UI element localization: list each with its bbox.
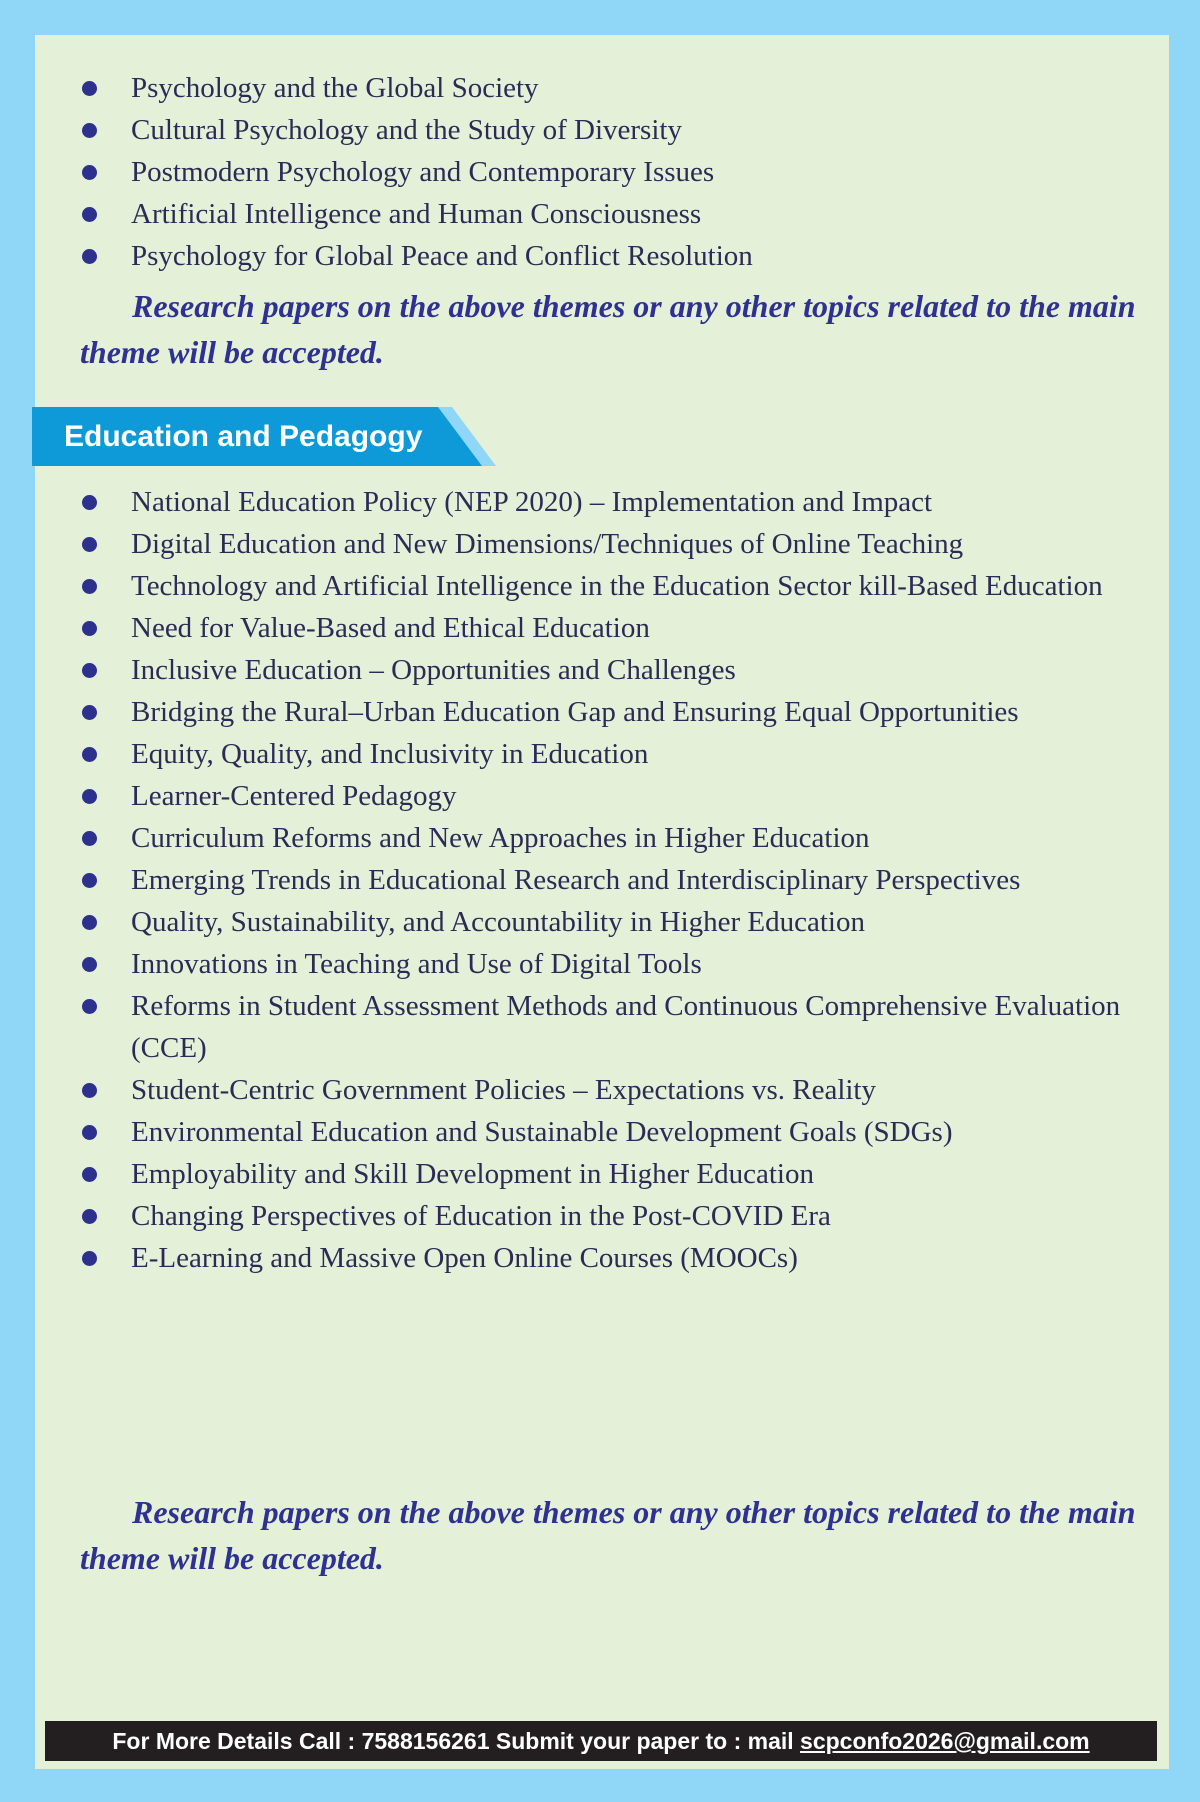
list-item: Quality, Sustainability, and Accountability in Higher Education (35, 901, 1169, 943)
list-item: Psychology for Global Peace and Conflict Resolution (35, 235, 1169, 277)
education-topics-list (35, 481, 1169, 1279)
contact-footer (45, 1721, 1157, 1761)
bullet-dot-icon (82, 249, 97, 264)
bullet-dot-icon (82, 165, 97, 180)
bullet-dot-icon (82, 1083, 97, 1098)
bullet-dot-icon (82, 705, 97, 720)
list-item: Curriculum Reforms and New Approaches in Higher Education (35, 817, 1169, 859)
bullet-dot-icon (82, 957, 97, 972)
content-panel (35, 35, 1169, 1769)
bullet-dot-icon (82, 999, 97, 1014)
list-item: National Education Policy (NEP 2020) – Implementation and Impact (35, 481, 1169, 523)
acceptance-note: Research papers on the above themes or any other topics related to the main theme will be accepted. (80, 288, 1136, 370)
bullet-dot-icon (82, 81, 97, 96)
list-item: Inclusive Education – Opportunities and Challenges (35, 649, 1169, 691)
bullet-dot-icon (82, 1125, 97, 1140)
list-item: Employability and Skill Development in Higher Education (35, 1153, 1169, 1195)
bullet-dot-icon (82, 1167, 97, 1182)
email-link[interactable]: scpconfo2026@gmail.com (800, 1728, 1090, 1754)
bullet-dot-icon (82, 663, 97, 678)
list-item: Postmodern Psychology and Contemporary Issues (35, 151, 1169, 193)
list-item: Learner-Centered Pedagogy (35, 775, 1169, 817)
list-item: Psychology and the Global Society (35, 67, 1169, 109)
list-item: Innovations in Teaching and Use of Digital Tools (35, 943, 1169, 985)
list-item: Changing Perspectives of Education in the Post-COVID Era (35, 1195, 1169, 1237)
contact-text: For More Details Call : 7588156261 Submit your paper to : mail (112, 1728, 801, 1754)
psychology-topics-list (35, 67, 1169, 277)
section-heading-banner (32, 407, 502, 466)
bullet-dot-icon (82, 1209, 97, 1224)
list-item: Need for Value-Based and Ethical Education (35, 607, 1169, 649)
list-item: Cultural Psychology and the Study of Diversity (35, 109, 1169, 151)
list-item: Bridging the Rural–Urban Education Gap and Ensuring Equal Opportunities (35, 691, 1169, 733)
list-item: Reforms in Student Assessment Methods and Continuous Comprehensive Evaluation (CCE) (35, 985, 1169, 1069)
list-item: E-Learning and Massive Open Online Courses (MOOCs) (35, 1237, 1169, 1279)
bullet-dot-icon (82, 747, 97, 762)
bullet-dot-icon (82, 207, 97, 222)
bullet-dot-icon (82, 495, 97, 510)
list-item: Equity, Quality, and Inclusivity in Education (35, 733, 1169, 775)
bullet-dot-icon (82, 915, 97, 930)
list-item: Artificial Intelligence and Human Consciousness (35, 193, 1169, 235)
bullet-dot-icon (82, 537, 97, 552)
bullet-dot-icon (82, 579, 97, 594)
bullet-dot-icon (82, 873, 97, 888)
bullet-dot-icon (82, 621, 97, 636)
list-item: Digital Education and New Dimensions/Techniques of Online Teaching (35, 523, 1169, 565)
bullet-dot-icon (82, 831, 97, 846)
list-item: Emerging Trends in Educational Research and Interdisciplinary Perspectives (35, 859, 1169, 901)
list-item: Environmental Education and Sustainable Development Goals (SDGs) (35, 1111, 1169, 1153)
list-item: Student-Centric Government Policies – Expectations vs. Reality (35, 1069, 1169, 1111)
bullet-dot-icon (82, 123, 97, 138)
section-title: Education and Pedagogy (64, 420, 423, 453)
acceptance-note: Research papers on the above themes or any other topics related to the main theme will be accepted. (80, 1494, 1136, 1576)
bullet-dot-icon (82, 789, 97, 804)
list-item: Technology and Artificial Intelligence in the Education Sector kill-Based Education (35, 565, 1169, 607)
bullet-dot-icon (82, 1251, 97, 1266)
